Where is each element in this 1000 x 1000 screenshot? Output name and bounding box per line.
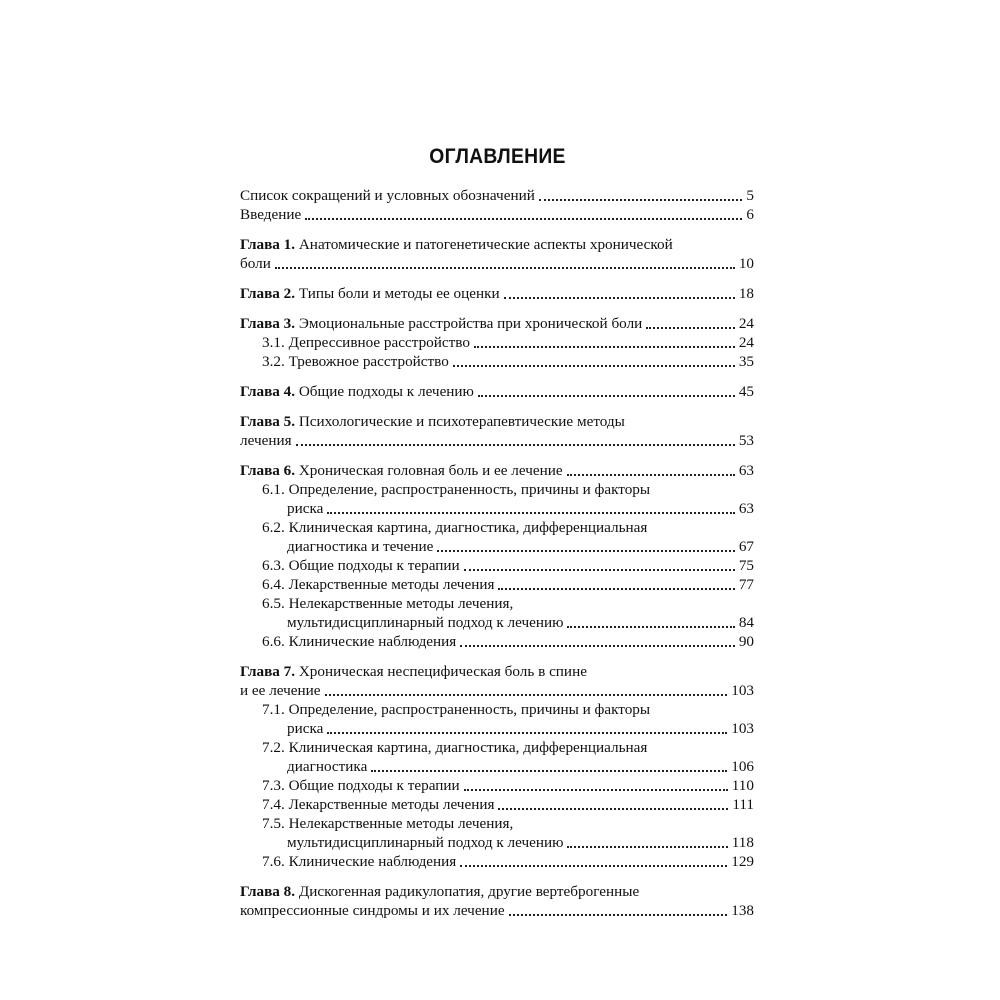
toc-title-text: и ее лечение bbox=[240, 682, 321, 699]
toc-line bbox=[240, 412, 754, 431]
page-number: 53 bbox=[738, 432, 754, 449]
dot-leader bbox=[478, 395, 735, 397]
toc-text bbox=[240, 314, 642, 333]
toc-title-text: 7.5. Нелекарственные методы лечения, bbox=[262, 815, 514, 832]
toc-title-text: 6.3. Общие подходы к терапии bbox=[262, 557, 460, 574]
page-number: 118 bbox=[731, 834, 754, 851]
toc-text bbox=[240, 883, 639, 900]
toc-line bbox=[240, 461, 754, 480]
page-number: 138 bbox=[731, 902, 754, 919]
toc-text bbox=[240, 431, 292, 450]
toc-chapter-entry[interactable] bbox=[240, 314, 754, 333]
toc-entry[interactable] bbox=[240, 205, 754, 224]
page-title: ОГЛАВЛЕНИЕ bbox=[429, 145, 566, 168]
toc-text bbox=[262, 776, 460, 795]
chapter-label: Глава 1. bbox=[240, 236, 296, 253]
dot-leader bbox=[437, 550, 734, 552]
dot-leader bbox=[567, 474, 735, 476]
dot-leader bbox=[460, 865, 727, 867]
toc-title-text: 7.3. Общие подходы к терапии bbox=[262, 777, 460, 794]
toc-chapter-entry[interactable] bbox=[240, 662, 754, 700]
toc-line bbox=[240, 352, 754, 371]
toc-text bbox=[240, 663, 587, 680]
toc-text bbox=[287, 719, 323, 738]
toc-title-text: Список сокращений и условных обозначений bbox=[240, 187, 535, 204]
dot-leader bbox=[646, 327, 735, 329]
toc-entry[interactable] bbox=[240, 518, 754, 556]
toc-text bbox=[240, 901, 505, 920]
page-number: 24 bbox=[738, 334, 754, 351]
toc-text bbox=[240, 205, 301, 224]
page-number: 67 bbox=[738, 538, 754, 555]
dot-leader bbox=[325, 694, 728, 696]
table-of-contents bbox=[240, 186, 754, 920]
toc-line bbox=[240, 254, 754, 273]
dot-leader bbox=[498, 808, 728, 810]
toc-title-text: 6.1. Определение, распространенность, причины и факторы bbox=[262, 481, 651, 498]
toc-line bbox=[240, 314, 754, 333]
toc-line bbox=[240, 333, 754, 352]
toc-entry[interactable] bbox=[240, 776, 754, 795]
page-number: 35 bbox=[738, 353, 754, 370]
page-number: 75 bbox=[738, 557, 754, 574]
dot-leader bbox=[275, 267, 735, 269]
toc-title-text: Психологические и психотерапевтические методы bbox=[298, 413, 625, 430]
dot-leader bbox=[474, 346, 735, 348]
toc-title-text: боли bbox=[240, 255, 271, 272]
toc-text bbox=[287, 499, 323, 518]
page-number: 103 bbox=[731, 720, 754, 737]
dot-leader bbox=[305, 218, 742, 220]
chapter-label: Глава 3. bbox=[240, 315, 296, 332]
dot-leader bbox=[296, 444, 735, 446]
dot-leader bbox=[464, 569, 735, 571]
page-number: 77 bbox=[738, 576, 754, 593]
toc-title-text: 7.4. Лекарственные методы лечения bbox=[262, 796, 495, 813]
dot-leader bbox=[567, 626, 734, 628]
dot-leader bbox=[453, 365, 735, 367]
page-number: 90 bbox=[738, 633, 754, 650]
toc-line bbox=[240, 575, 754, 594]
toc-entry[interactable] bbox=[240, 814, 754, 852]
toc-title-text: Дискогенная радикулопатия, другие вертеброгенные bbox=[298, 883, 640, 900]
toc-line bbox=[240, 814, 754, 833]
toc-gap bbox=[240, 273, 754, 284]
toc-title-text: 7.2. Клиническая картина, диагностика, дифференциальная bbox=[262, 739, 648, 756]
chapter-label: Глава 8. bbox=[240, 883, 296, 900]
toc-line bbox=[240, 662, 754, 681]
toc-line bbox=[240, 556, 754, 575]
toc-gap bbox=[240, 871, 754, 882]
toc-title-text: 3.2. Тревожное расстройство bbox=[262, 353, 449, 370]
toc-title-text: 6.5. Нелекарственные методы лечения, bbox=[262, 595, 514, 612]
toc-line bbox=[240, 795, 754, 814]
toc-text bbox=[240, 382, 474, 401]
toc-title-text: Типы боли и методы ее оценки bbox=[298, 285, 500, 302]
toc-title-text: Общие подходы к лечению bbox=[298, 383, 474, 400]
toc-title-text: 6.6. Клинические наблюдения bbox=[262, 633, 457, 650]
toc-title-text: компрессионные синдромы и их лечение bbox=[240, 902, 505, 919]
toc-chapter-entry[interactable] bbox=[240, 382, 754, 401]
toc-text bbox=[262, 852, 456, 871]
page-number: 84 bbox=[738, 614, 754, 631]
toc-text bbox=[240, 186, 535, 205]
toc-line bbox=[240, 284, 754, 303]
page-number: 63 bbox=[738, 500, 754, 517]
page-number: 111 bbox=[732, 796, 754, 813]
toc-entry[interactable] bbox=[240, 594, 754, 632]
page-number: 6 bbox=[746, 206, 754, 223]
toc-title-text: диагностика bbox=[287, 758, 368, 775]
chapter-label: Глава 4. bbox=[240, 383, 296, 400]
chapter-label: Глава 6. bbox=[240, 462, 296, 479]
toc-line bbox=[240, 719, 754, 738]
toc-title-text: лечения bbox=[240, 432, 292, 449]
toc-line bbox=[240, 681, 754, 700]
toc-gap bbox=[240, 450, 754, 461]
toc-entry[interactable] bbox=[240, 795, 754, 814]
toc-line bbox=[240, 852, 754, 871]
page-number: 18 bbox=[738, 285, 754, 302]
toc-gap bbox=[240, 224, 754, 235]
toc-gap bbox=[240, 651, 754, 662]
toc-text bbox=[262, 575, 494, 594]
toc-title-text: Введение bbox=[240, 206, 302, 223]
page-number: 45 bbox=[738, 383, 754, 400]
chapter-label: Глава 7. bbox=[240, 663, 296, 680]
toc-text bbox=[287, 613, 563, 632]
toc-line bbox=[240, 776, 754, 795]
toc-entry[interactable] bbox=[240, 632, 754, 651]
chapter-label: Глава 5. bbox=[240, 413, 296, 430]
toc-text bbox=[262, 333, 470, 352]
toc-title-text: риска bbox=[287, 720, 324, 737]
toc-title-text: диагностика и течение bbox=[287, 538, 434, 555]
toc-gap bbox=[240, 371, 754, 382]
page-number: 5 bbox=[746, 187, 754, 204]
toc-title-text: Хроническая неспецифическая боль в спине bbox=[298, 663, 587, 680]
toc-text bbox=[240, 254, 271, 273]
dot-leader bbox=[327, 732, 727, 734]
toc-chapter-entry[interactable] bbox=[240, 412, 754, 450]
toc-chapter-entry[interactable] bbox=[240, 235, 754, 273]
toc-line bbox=[240, 518, 754, 537]
toc-text bbox=[240, 236, 673, 253]
toc-text bbox=[240, 413, 625, 430]
toc-text bbox=[262, 739, 647, 756]
toc-line bbox=[240, 235, 754, 254]
toc-entry[interactable] bbox=[240, 852, 754, 871]
toc-gap bbox=[240, 303, 754, 314]
toc-title-text: Эмоциональные расстройства при хронической боли bbox=[298, 315, 643, 332]
toc-title-text: 6.4. Лекарственные методы лечения bbox=[262, 576, 495, 593]
dot-leader bbox=[509, 914, 728, 916]
toc-title-text: 7.6. Клинические наблюдения bbox=[262, 853, 457, 870]
toc-line bbox=[240, 186, 754, 205]
toc-line bbox=[240, 499, 754, 518]
toc-title-text: риска bbox=[287, 500, 324, 517]
toc-title-text: Хроническая головная боль и ее лечение bbox=[298, 462, 563, 479]
toc-line bbox=[240, 431, 754, 450]
toc-title-text: мультидисциплинарный подход к лечению bbox=[287, 834, 564, 851]
toc-line bbox=[240, 594, 754, 613]
toc-text bbox=[287, 537, 433, 556]
toc-text bbox=[262, 519, 647, 536]
dot-leader bbox=[567, 846, 727, 848]
toc-title-text: мультидисциплинарный подход к лечению bbox=[287, 614, 564, 631]
toc-line bbox=[240, 757, 754, 776]
toc-entry[interactable] bbox=[240, 333, 754, 352]
dot-leader bbox=[460, 645, 735, 647]
toc-title-text: 6.2. Клиническая картина, диагностика, дифференциальная bbox=[262, 519, 648, 536]
toc-text bbox=[262, 815, 513, 832]
toc-text bbox=[262, 352, 449, 371]
toc-line bbox=[240, 700, 754, 719]
page-number: 10 bbox=[738, 255, 754, 272]
toc-text bbox=[240, 284, 500, 303]
toc-line bbox=[240, 738, 754, 757]
page-number: 24 bbox=[738, 315, 754, 332]
toc-line bbox=[240, 382, 754, 401]
toc-text bbox=[287, 757, 367, 776]
dot-leader bbox=[464, 789, 728, 791]
toc-text bbox=[262, 701, 650, 718]
toc-text bbox=[287, 833, 563, 852]
page-number: 63 bbox=[738, 462, 754, 479]
toc-title-text: Анатомические и патогенетические аспекты хронической bbox=[298, 236, 673, 253]
toc-line bbox=[240, 882, 754, 901]
toc-text bbox=[262, 595, 513, 612]
toc-text bbox=[240, 461, 563, 480]
toc-text bbox=[240, 681, 321, 700]
toc-text bbox=[262, 795, 494, 814]
toc-line bbox=[240, 480, 754, 499]
dot-leader bbox=[504, 297, 735, 299]
toc-entry[interactable] bbox=[240, 575, 754, 594]
toc-entry[interactable] bbox=[240, 352, 754, 371]
page-number: 103 bbox=[731, 682, 754, 699]
toc-gap bbox=[240, 401, 754, 412]
toc-line bbox=[240, 901, 754, 920]
toc-text bbox=[262, 632, 456, 651]
toc-text bbox=[262, 556, 460, 575]
dot-leader bbox=[371, 770, 727, 772]
toc-chapter-entry[interactable] bbox=[240, 284, 754, 303]
toc-entry[interactable] bbox=[240, 186, 754, 205]
toc-chapter-entry[interactable] bbox=[240, 461, 754, 480]
toc-line bbox=[240, 205, 754, 224]
chapter-label: Глава 2. bbox=[240, 285, 296, 302]
page-number: 110 bbox=[731, 777, 754, 794]
toc-title-text: 3.1. Депрессивное расстройство bbox=[262, 334, 470, 351]
toc-entry[interactable] bbox=[240, 738, 754, 776]
dot-leader bbox=[327, 512, 734, 514]
dot-leader bbox=[539, 199, 743, 201]
toc-line bbox=[240, 537, 754, 556]
toc-title-text: 7.1. Определение, распространенность, причины и факторы bbox=[262, 701, 651, 718]
toc-chapter-entry[interactable] bbox=[240, 882, 754, 920]
page-number: 106 bbox=[731, 758, 754, 775]
toc-line bbox=[240, 613, 754, 632]
toc-text bbox=[262, 481, 650, 498]
toc-entry[interactable] bbox=[240, 556, 754, 575]
toc-line bbox=[240, 833, 754, 852]
toc-entry[interactable] bbox=[240, 700, 754, 738]
dot-leader bbox=[498, 588, 734, 590]
page-number: 129 bbox=[731, 853, 754, 870]
toc-entry[interactable] bbox=[240, 480, 754, 518]
toc-line bbox=[240, 632, 754, 651]
